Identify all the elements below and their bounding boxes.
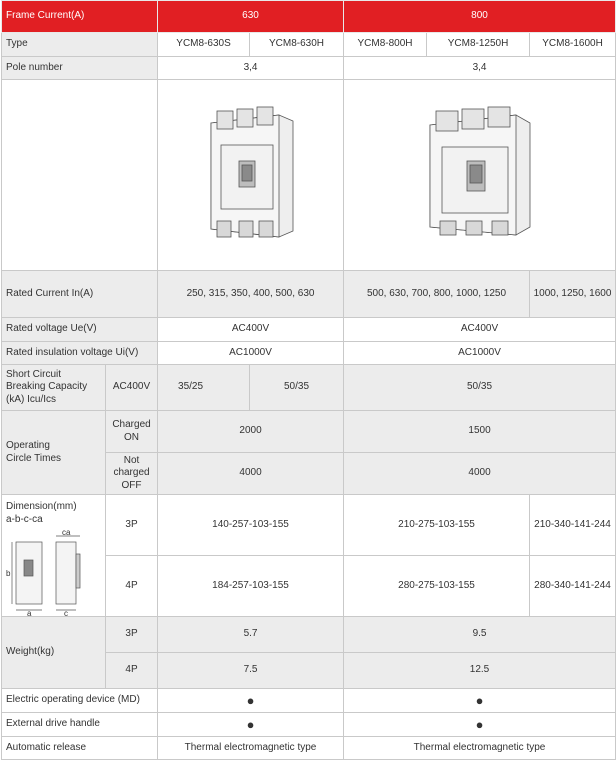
dimension-4p-800: 280-275-103-155 [344, 556, 530, 617]
weight-label: Weight(kg) [2, 617, 106, 689]
rated-voltage-row [2, 318, 616, 342]
weight-4p-630: 7.5 [158, 653, 344, 689]
external-800-dot: ● [344, 713, 616, 737]
external-label: External drive handle [2, 713, 158, 737]
insulation-800: AC1000V [344, 342, 616, 365]
charged-label-2: ON [124, 431, 139, 443]
dimension-3p-label: 3P [106, 495, 158, 556]
image-label-cell [2, 80, 158, 271]
dimension-3p-800: 210-275-103-155 [344, 495, 530, 556]
breaking-800: 50/35 [344, 365, 616, 411]
image-row [2, 80, 616, 271]
frame-current-label: Frame Current(A) [2, 1, 158, 33]
type-630h: YCM8-630H [250, 33, 344, 57]
release-630: Thermal electromagnetic type [158, 737, 344, 760]
dimension-4p-1600: 280-340-141-244 [530, 556, 616, 617]
external-row [2, 713, 616, 737]
breaker-630-image [201, 103, 301, 243]
rated-current-label: Rated Current In(A) [2, 271, 158, 318]
electric-label: Electric operating device (MD) [2, 689, 158, 713]
rated-voltage-label: Rated voltage Ue(V) [2, 318, 158, 342]
spec-table [1, 0, 616, 760]
release-label: Automatic release [2, 737, 158, 760]
breaking-630h: 50/35 [250, 365, 344, 411]
electric-800-dot: ● [344, 689, 616, 713]
pole-630: 3,4 [158, 57, 344, 80]
weight-3p-800: 9.5 [344, 617, 616, 653]
rated-current-630: 250, 315, 350, 400, 500, 630 [158, 271, 344, 318]
external-630-dot: ● [158, 713, 344, 737]
dim-ca-label: ca [62, 530, 71, 537]
operating-label-1: Operating [6, 440, 50, 451]
breaking-voltage: AC400V [106, 365, 158, 411]
not-charged-label-3: OFF [121, 479, 142, 491]
insulation-label: Rated insulation voltage Ui(V) [2, 342, 158, 365]
breaker-630-image-cell [158, 80, 344, 271]
not-charged-label [106, 453, 158, 495]
release-row [2, 737, 616, 760]
rated-voltage-630: AC400V [158, 318, 344, 342]
weight-3p-label: 3P [106, 617, 158, 653]
frame-800-header: 800 [344, 1, 616, 33]
dimension-label-1: Dimension(mm) [6, 501, 77, 512]
rated-current-800: 500, 630, 700, 800, 1000, 1250 [344, 271, 530, 318]
dimension-4p-label: 4P [106, 556, 158, 617]
dimension-label-2: a-b-c-ca [6, 513, 43, 525]
rated-current-1600: 1000, 1250, 1600 [530, 271, 616, 318]
pole-row [2, 57, 616, 80]
dimension-3p-1600: 210-340-141-244 [530, 495, 616, 556]
dim-a-label: a [27, 609, 32, 616]
header-row [2, 1, 616, 33]
frame-630-header: 630 [158, 1, 344, 33]
charged-800: 1500 [344, 411, 616, 453]
rated-voltage-800: AC400V [344, 318, 616, 342]
breaking-label-1: Short Circuit [6, 368, 62, 380]
weight-4p-800: 12.5 [344, 653, 616, 689]
breaking-label [2, 365, 106, 411]
not-charged-label-2: charged [113, 467, 150, 479]
operating-label [2, 411, 106, 495]
type-800h: YCM8-800H [344, 33, 427, 57]
dimension-4p-630: 184-257-103-155 [158, 556, 344, 617]
pole-label: Pole number [2, 57, 158, 80]
charged-630: 2000 [158, 411, 344, 453]
dimension-3p-row [2, 495, 616, 556]
charged-label-1: Charged [112, 419, 151, 430]
dimension-diagram [6, 530, 96, 616]
breaker-800-image-cell [344, 80, 616, 271]
pole-800: 3,4 [344, 57, 616, 80]
type-1250h: YCM8-1250H [427, 33, 530, 57]
breaking-630s: 35/25 [158, 365, 250, 411]
not-charged-800: 4000 [344, 453, 616, 495]
dimension-label [2, 495, 106, 617]
breaking-label-3: (kA) Icu/Ics [6, 393, 57, 405]
breaking-label-2: Breaking Capacity [6, 381, 88, 393]
breaking-row [2, 365, 616, 411]
weight-4p-label: 4P [106, 653, 158, 689]
operating-label-2: Circle Times [6, 452, 62, 464]
type-1600h: YCM8-1600H [530, 33, 616, 57]
operating-charged-row [2, 411, 616, 453]
type-630s: YCM8-630S [158, 33, 250, 57]
insulation-630: AC1000V [158, 342, 344, 365]
type-label: Type [2, 33, 158, 57]
breaker-800-image [420, 103, 540, 243]
weight-3p-630: 5.7 [158, 617, 344, 653]
not-charged-630: 4000 [158, 453, 344, 495]
weight-3p-row [2, 617, 616, 653]
dimension-3p-630: 140-257-103-155 [158, 495, 344, 556]
electric-630-dot: ● [158, 689, 344, 713]
rated-current-row [2, 271, 616, 318]
dim-c-label: c [64, 609, 68, 616]
type-row [2, 33, 616, 57]
charged-label [106, 411, 158, 453]
dim-b-label: b [6, 569, 11, 578]
release-800: Thermal electromagnetic type [344, 737, 616, 760]
not-charged-label-1: Not [123, 454, 140, 466]
electric-row [2, 689, 616, 713]
insulation-row [2, 342, 616, 365]
